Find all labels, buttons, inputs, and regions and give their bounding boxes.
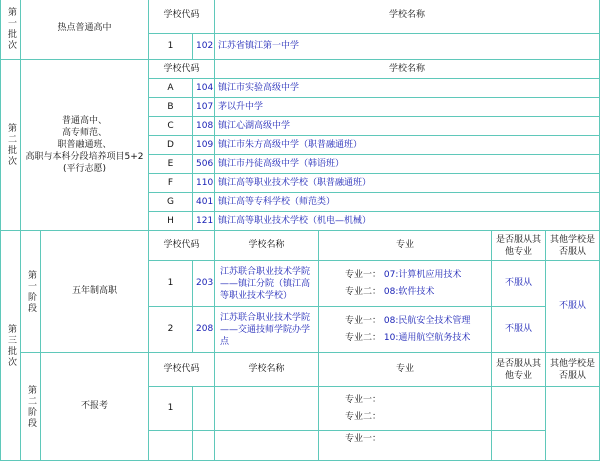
school-name: 镇江高等职业技术学校（机电—机械） — [215, 212, 600, 231]
school-code: 108 — [193, 117, 215, 136]
stage1-type: 五年制高职 — [41, 231, 149, 353]
choice-letter: C — [149, 117, 193, 136]
batch3-label: 第三批次 — [1, 231, 21, 461]
obey-other-school: 不服从 — [546, 261, 600, 353]
school-code — [193, 431, 215, 461]
school-name: 江苏联合职业技术学院——镇江分院（镇江高等职业技术学校） — [215, 261, 319, 307]
row-number — [149, 431, 193, 461]
col-header-code: 学校代码 — [149, 353, 215, 387]
school-code: 110 — [193, 174, 215, 193]
school-name: 镇江高等职业技术学校（职普融通班） — [215, 174, 600, 193]
col-header-obey-major: 是否服从其他专业 — [492, 231, 546, 261]
col-header-name: 学校名称 — [215, 0, 600, 34]
col-header-obey-school: 其他学校是否服从 — [546, 231, 600, 261]
col-header-name: 学校名称 — [215, 231, 319, 261]
school-code: 208 — [193, 307, 215, 353]
choice-letter: H — [149, 212, 193, 231]
row-number: 1 — [149, 261, 193, 307]
batch1-type: 热点普通高中 — [21, 0, 149, 60]
choice-letter: F — [149, 174, 193, 193]
majors: 专业一： 08:民航安全技术管理 专业二： 10:通用航空航务技术 — [319, 307, 492, 353]
stage2-label: 第二阶段 — [21, 353, 41, 461]
col-header-code: 学校代码 — [149, 0, 215, 34]
obey-other-major: 不服从 — [492, 261, 546, 307]
batch2-label: 第二批次 — [1, 60, 21, 231]
school-code: 506 — [193, 155, 215, 174]
col-header-major: 专业 — [319, 231, 492, 261]
majors: 专业一： 专业二： — [319, 387, 492, 431]
stage1-label: 第一阶段 — [21, 231, 41, 353]
school-name: 镇江市实验高级中学 — [215, 79, 600, 98]
batch1-label: 第一批次 — [1, 0, 21, 60]
obey-other-major: 不服从 — [492, 307, 546, 353]
school-code: 401 — [193, 193, 215, 212]
school-code: 203 — [193, 261, 215, 307]
obey-other-major — [492, 387, 546, 431]
stage2-type: 不报考 — [41, 353, 149, 461]
school-name: 茅以升中学 — [215, 98, 600, 117]
majors: 专业一： 07:计算机应用技术 专业二： 08:软件技术 — [319, 261, 492, 307]
school-code: 102 — [193, 34, 215, 60]
choice-letter: E — [149, 155, 193, 174]
school-name: 镇江市朱方高级中学（职普融通班） — [215, 136, 600, 155]
col-header-code: 学校代码 — [149, 60, 215, 79]
school-name: 江苏联合职业技术学院——交通技师学院办学点 — [215, 307, 319, 353]
obey-other-school — [546, 387, 600, 461]
majors: 专业一： — [319, 431, 492, 461]
school-code: 121 — [193, 212, 215, 231]
school-name: 镇江心湖高级中学 — [215, 117, 600, 136]
school-name — [215, 431, 319, 461]
school-code: 107 — [193, 98, 215, 117]
school-name: 镇江高等专科学校（师范类） — [215, 193, 600, 212]
school-code — [193, 387, 215, 431]
choice-letter: A — [149, 79, 193, 98]
row-number: 2 — [149, 307, 193, 353]
obey-other-major — [492, 431, 546, 461]
row-number: 1 — [149, 387, 193, 431]
batch2-type: 普通高中、 高专师范、 职普融通班、 高职与本科分段培养项目5+2 (平行志愿) — [21, 60, 149, 231]
choice-letter: G — [149, 193, 193, 212]
col-header-name: 学校名称 — [215, 60, 600, 79]
school-code: 109 — [193, 136, 215, 155]
school-code: 104 — [193, 79, 215, 98]
col-header-code: 学校代码 — [149, 231, 215, 261]
school-name: 江苏省镇江第一中学 — [215, 34, 600, 60]
col-header-obey-school: 其他学校是否服从 — [546, 353, 600, 387]
choice-letter: B — [149, 98, 193, 117]
school-name: 镇江市丹徒高级中学（韩语班） — [215, 155, 600, 174]
row-number: 1 — [149, 34, 193, 60]
col-header-obey-major: 是否服从其他专业 — [492, 353, 546, 387]
col-header-major: 专业 — [319, 353, 492, 387]
school-name — [215, 387, 319, 431]
choice-letter: D — [149, 136, 193, 155]
col-header-name: 学校名称 — [215, 353, 319, 387]
